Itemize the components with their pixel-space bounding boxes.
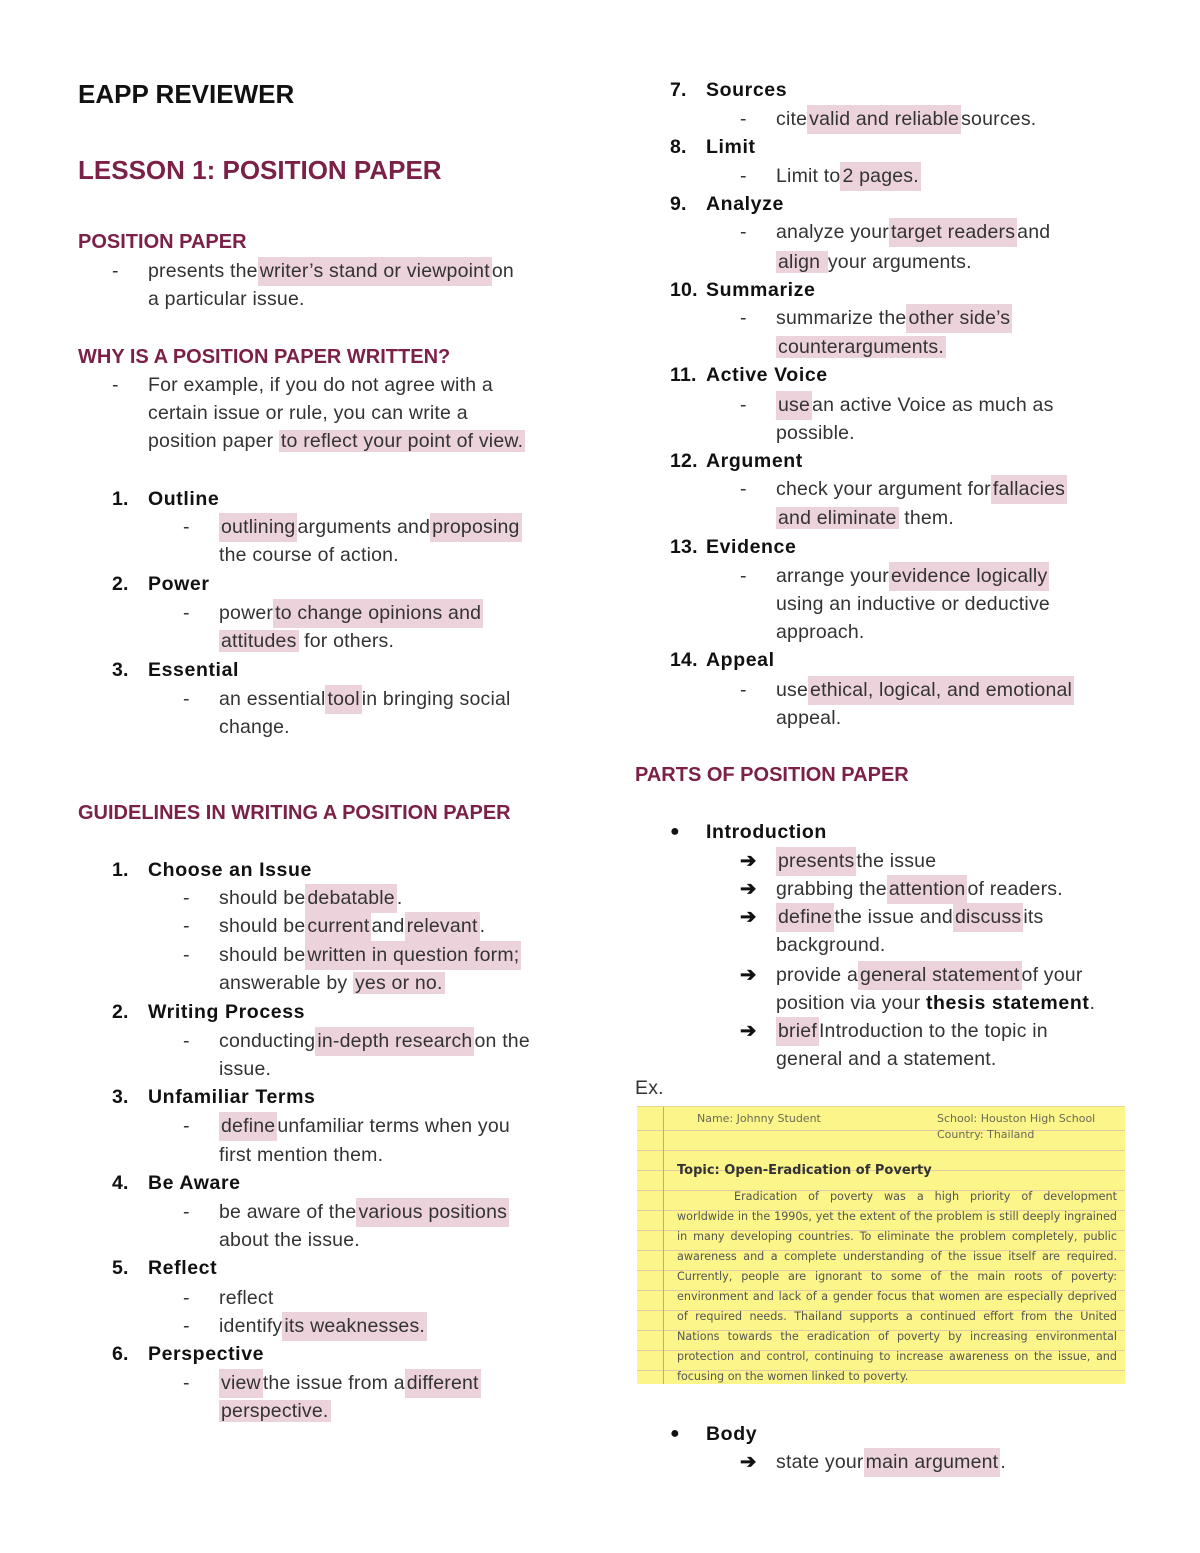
item-title: Essential: [148, 659, 240, 681]
item-number: 4.: [112, 1172, 129, 1194]
item-number: 9.: [670, 193, 687, 215]
dash-marker: -: [183, 1115, 190, 1137]
highlight: target readers: [889, 218, 1017, 247]
item-number: 3.: [112, 1086, 129, 1108]
text: Introduction to the topic in: [818, 1020, 1048, 1042]
text: the issue: [856, 850, 937, 872]
text: them.: [898, 507, 954, 529]
dash-marker: -: [112, 374, 119, 396]
item-number: 3.: [112, 659, 129, 681]
arrow-icon: ➔: [740, 850, 757, 872]
intro-point-5-cont: general and a statement.: [776, 1048, 997, 1070]
intro-point-1: [740, 847, 936, 876]
highlight: its weaknesses.: [282, 1312, 427, 1341]
arrow-icon: ➔: [740, 964, 757, 986]
dash-marker: -: [740, 221, 747, 243]
item-title: Summarize: [706, 279, 816, 301]
highlight: and eliminate: [778, 507, 897, 529]
guideline-6: [112, 1340, 264, 1369]
highlight: relevant: [405, 912, 480, 941]
item-title: Limit: [706, 136, 756, 158]
text: your arguments.: [827, 251, 972, 273]
text: of your: [1021, 964, 1083, 986]
example-body: Eradication of poverty was a high priority of development worldwide in the 1990s, yet the extent of the problem is still deeply ingrained in many developing countries. To eliminate the problem completely, public awareness and a complete understanding of the issue itself are required. Currently, people are ignorant to some of the main roots of poverty: environment and lack of a gender focus that women are especially deprived of required needs. Thailand supports a continued effort from the United Nations towards the eradication of poverty by increasing environmental protection and control, continuing to increase awareness on the issue, and focusing on the women linked to poverty.: [677, 1190, 1117, 1383]
text: should be: [219, 915, 306, 937]
dash-marker: -: [112, 260, 119, 282]
power-line1: [183, 599, 483, 628]
item-number: 6.: [112, 1343, 129, 1365]
appeal-line1: [740, 676, 1074, 705]
text: conducting: [219, 1030, 316, 1052]
example-school: School: Houston High School: [937, 1112, 1096, 1125]
text: of readers.: [967, 878, 1063, 900]
text: its: [1023, 906, 1044, 928]
highlight: general statement: [858, 961, 1022, 990]
guideline-5-a: [183, 1284, 274, 1313]
highlight: various positions: [356, 1198, 509, 1227]
text: presents the: [148, 260, 258, 282]
highlight: align: [778, 251, 826, 273]
guideline-4-a: [183, 1198, 509, 1227]
highlight: presents: [776, 847, 856, 876]
item-number: 14.: [670, 649, 698, 671]
dash-marker: -: [740, 307, 747, 329]
item-title: Outline: [148, 488, 220, 510]
text: arrange your: [776, 565, 889, 587]
highlight: to reflect your point of view.: [280, 430, 524, 452]
outline-line2: the course of action.: [219, 544, 399, 566]
item-title: Analyze: [706, 193, 784, 215]
guideline-2: [112, 998, 305, 1027]
guidelines-heading: GUIDELINES IN WRITING A POSITION PAPER: [78, 802, 511, 824]
text: .: [1089, 992, 1096, 1014]
dash-marker: -: [183, 915, 190, 937]
text: check your argument for: [776, 478, 991, 500]
summarize-line2: [776, 333, 946, 362]
highlight: proposing: [430, 513, 521, 542]
item-title: Introduction: [706, 821, 827, 843]
text: grabbing the: [776, 878, 887, 900]
highlight: main argument: [864, 1448, 1001, 1477]
essential-line1: [183, 685, 511, 714]
item-number: 2.: [112, 1001, 129, 1023]
guideline-3-b: first mention them.: [219, 1144, 384, 1166]
highlight: evidence logically: [889, 562, 1049, 591]
argument-line1: [740, 475, 1067, 504]
highlight: counterarguments.: [778, 336, 944, 358]
item-number: 12.: [670, 450, 698, 472]
guideline-3-a: [183, 1112, 510, 1141]
position-paper-heading: POSITION PAPER: [78, 231, 247, 253]
text: .: [479, 915, 486, 937]
highlight: other side’s: [906, 304, 1012, 333]
item-title: Sources: [706, 79, 788, 101]
highlight: define: [776, 903, 834, 932]
lesson-title: LESSON 1: POSITION PAPER: [78, 155, 442, 185]
emphasis: thesis statement: [925, 992, 1090, 1014]
highlight: outlining: [219, 513, 297, 542]
dash-marker: -: [183, 1030, 190, 1052]
active-voice-line2: possible.: [776, 422, 855, 444]
example-label: Ex.: [635, 1077, 664, 1099]
text: .: [396, 887, 403, 909]
text: and: [371, 915, 405, 937]
intro-point-4-cont: [776, 989, 1095, 1018]
highlight: to change opinions and: [273, 599, 483, 628]
guideline-5: [112, 1254, 217, 1283]
summarize-line1: [740, 304, 1012, 333]
evidence-line2: using an inductive or deductive: [776, 593, 1050, 615]
item-title: Reflect: [148, 1257, 218, 1279]
body-item: [670, 1420, 757, 1449]
evidence-line3: approach.: [776, 621, 865, 643]
limit-item: [670, 133, 756, 162]
dash-marker: -: [740, 108, 747, 130]
guideline-5-b: [183, 1312, 427, 1341]
intro-point-3-cont: background.: [776, 934, 886, 956]
text: on: [491, 260, 514, 282]
text: answerable by: [219, 972, 353, 994]
bullet-marker: ●: [670, 823, 680, 840]
guideline-4: [112, 1169, 241, 1198]
guideline-1: [112, 856, 312, 885]
highlight: view: [219, 1369, 263, 1398]
text: use: [776, 679, 809, 701]
outline-line1: [183, 513, 522, 542]
position-paper-def-line1: [112, 257, 514, 286]
introduction-item: [670, 818, 827, 847]
highlight: written in question form;: [305, 941, 521, 970]
item-title: Argument: [706, 450, 803, 472]
why-line1: [112, 371, 493, 400]
intro-point-4: [740, 961, 1083, 990]
text: an essential: [219, 688, 326, 710]
dash-marker: -: [740, 165, 747, 187]
guideline-1-a: [183, 884, 402, 913]
dash-marker: -: [183, 1315, 190, 1337]
highlight: attitudes: [221, 630, 297, 652]
item-number: 5.: [112, 1257, 129, 1279]
analyze-line1: [740, 218, 1050, 247]
text: provide a: [776, 964, 859, 986]
text: for others.: [298, 630, 395, 652]
item-title: Power: [148, 573, 210, 595]
item-title: Unfamiliar Terms: [148, 1086, 316, 1108]
example-country: Country: Thailand: [937, 1128, 1035, 1141]
text: analyze your: [776, 221, 889, 243]
dash-marker: -: [740, 679, 747, 701]
margin-line: [663, 1107, 664, 1384]
text: identify: [219, 1315, 283, 1337]
text: unfamiliar terms when you: [277, 1115, 510, 1137]
text: an active Voice as much as: [812, 394, 1054, 416]
dash-marker: -: [183, 944, 190, 966]
analyze-item: [670, 190, 784, 219]
guideline-2-b: issue.: [219, 1058, 272, 1080]
item-title: Choose an Issue: [148, 859, 312, 881]
highlight: brief: [776, 1017, 819, 1046]
item-number: 7.: [670, 79, 687, 101]
dash-marker: -: [183, 602, 190, 624]
dash-marker: -: [740, 478, 747, 500]
limit-line1: [740, 162, 921, 191]
summarize-item: [670, 276, 815, 305]
guideline-6-b: [219, 1397, 331, 1426]
highlight: fallacies: [991, 475, 1067, 504]
intro-point-2: [740, 875, 1063, 904]
arrow-icon: ➔: [740, 1020, 757, 1042]
item-title: Writing Process: [148, 1001, 306, 1023]
item-number: 11.: [670, 364, 697, 386]
dash-marker: -: [183, 887, 190, 909]
power-line2: [219, 627, 394, 656]
text: should be: [219, 887, 306, 909]
guideline-2-a: [183, 1027, 530, 1056]
item-title: Perspective: [148, 1343, 265, 1365]
guideline-4-b: about the issue.: [219, 1229, 360, 1251]
dash-marker: -: [183, 516, 190, 538]
item-title: Be Aware: [148, 1172, 241, 1194]
highlight: define: [219, 1112, 277, 1141]
example-topic: Topic: Open-Eradication of Poverty: [677, 1163, 932, 1178]
item-number: 8.: [670, 136, 687, 158]
example-lined-paper-image: [637, 1106, 1125, 1384]
text: and: [1017, 221, 1051, 243]
highlight: discuss: [953, 903, 1023, 932]
text: be aware of the: [219, 1201, 357, 1223]
highlight: 2 pages.: [840, 162, 920, 191]
position-paper-def-line2: a particular issue.: [148, 288, 305, 310]
highlight: valid and reliable: [807, 105, 961, 134]
guideline-1-b: [183, 912, 485, 941]
intro-point-3: [740, 903, 1044, 932]
item-title: Evidence: [706, 536, 797, 558]
guideline-1-c: [183, 941, 521, 970]
highlight: attention: [887, 875, 968, 904]
item-number: 1.: [112, 859, 129, 881]
active-voice-item: [670, 361, 828, 390]
active-voice-line1: [740, 391, 1054, 420]
essential-line2: change.: [219, 716, 290, 738]
document-title: EAPP REVIEWER: [78, 79, 295, 109]
evidence-item: [670, 533, 796, 562]
text: .: [1000, 1451, 1006, 1473]
text: cite: [776, 108, 808, 130]
highlight: current: [305, 912, 371, 941]
dash-marker: -: [740, 565, 747, 587]
bullet-marker: ●: [670, 1425, 680, 1442]
arrow-icon: ➔: [740, 878, 757, 900]
guideline-1-d: [219, 969, 445, 998]
text: state your: [776, 1451, 864, 1473]
dash-marker: -: [183, 1287, 190, 1309]
evidence-line1: [740, 562, 1049, 591]
analyze-line2: [776, 248, 972, 277]
text: the issue and: [834, 906, 953, 928]
highlight: different: [405, 1369, 481, 1398]
why-heading: WHY IS A POSITION PAPER WRITTEN?: [78, 346, 451, 368]
dash-marker: -: [183, 1372, 190, 1394]
essential-item: [112, 656, 239, 685]
item-title: Appeal: [706, 649, 775, 671]
parts-heading: PARTS OF POSITION PAPER: [635, 764, 909, 786]
highlight: yes or no.: [354, 972, 443, 994]
example-name: Name: Johnny Student: [697, 1112, 821, 1125]
item-number: 2.: [112, 573, 129, 595]
text: reflect: [219, 1287, 274, 1309]
highlight: tool: [325, 685, 361, 714]
text: the issue from a: [262, 1372, 405, 1394]
text: should be: [219, 944, 306, 966]
highlight: ethical, logical, and emotional: [808, 676, 1074, 705]
why-line2: certain issue or rule, you can write a: [148, 402, 468, 424]
appeal-line2: appeal.: [776, 707, 842, 729]
text: power: [219, 602, 274, 624]
text: position paper: [148, 430, 279, 452]
sources-item: [670, 76, 787, 105]
dash-marker: -: [740, 394, 747, 416]
text: summarize the: [776, 307, 907, 329]
item-number: 13.: [670, 536, 698, 558]
text: Limit to: [776, 165, 841, 187]
text: in bringing social: [361, 688, 511, 710]
power-item: [112, 570, 210, 599]
guideline-3: [112, 1083, 315, 1112]
text: sources.: [961, 108, 1037, 130]
highlight: use: [776, 391, 812, 420]
arrow-icon: ➔: [740, 1451, 757, 1473]
text: position via your: [776, 992, 926, 1014]
highlight: debatable: [305, 884, 396, 913]
body-point-1: [740, 1448, 1006, 1477]
argument-item: [670, 447, 803, 476]
highlight: writer’s stand or viewpoint: [258, 257, 492, 286]
item-title: Active Voice: [706, 364, 828, 386]
text: arguments and: [297, 516, 431, 538]
highlight: in-depth research: [315, 1027, 474, 1056]
intro-point-5: [740, 1017, 1048, 1046]
appeal-item: [670, 646, 775, 675]
why-line3: [148, 427, 525, 456]
item-title: Body: [706, 1423, 758, 1445]
text: For example, if you do not agree with a: [148, 374, 493, 396]
arrow-icon: ➔: [740, 906, 757, 928]
argument-line2: [776, 504, 954, 533]
item-number: 1.: [112, 488, 129, 510]
dash-marker: -: [183, 688, 190, 710]
item-number: 10.: [670, 279, 698, 301]
text: on the: [474, 1030, 530, 1052]
highlight: perspective.: [221, 1400, 329, 1422]
dash-marker: -: [183, 1201, 190, 1223]
guideline-6-a: [183, 1369, 481, 1398]
sources-line1: [740, 105, 1036, 134]
outline-item: [112, 485, 219, 514]
